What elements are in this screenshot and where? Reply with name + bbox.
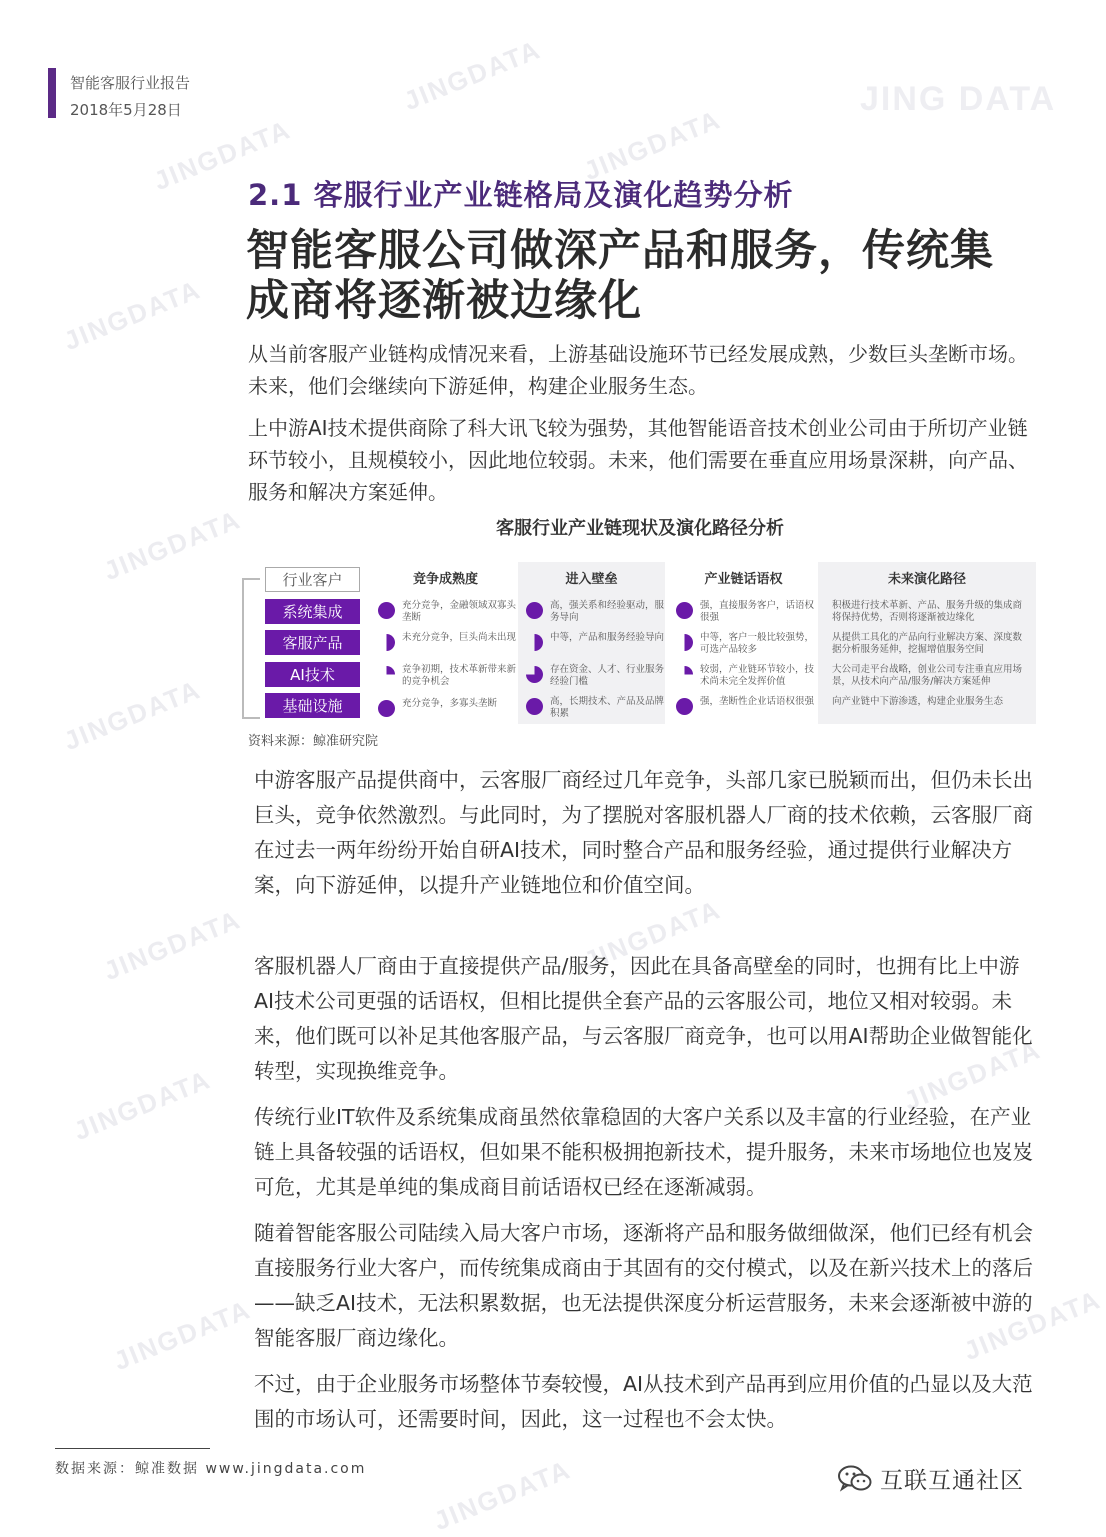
column-header: 未来演化路径 <box>887 572 966 587</box>
section-title: 2.1 客服行业产业链格局及演化趋势分析 <box>248 178 794 212</box>
wechat-label: 互联互通社区 <box>880 1468 1024 1494</box>
cell-text: 中等，产品和服务经验导向 <box>550 632 665 643</box>
body-paragraph: 中游客服产品提供商中，云客服厂商经过几年竞争，头部几家已脱颖而出，但仍未长出巨头，竞争依然激烈。与此同时，为了摆脱对客服机器人厂商的技术依赖，云客服厂商在过去一两年纷纷开始自研AI技术，同时整合产品和服务经验，通过提供行业解决方案，向下游延伸，以提升产业链地位和价值空间。 <box>254 768 1033 897</box>
column-header: 进入壁垒 <box>565 572 618 587</box>
watermark: JINGDATA <box>99 903 246 987</box>
watermark: JING DATA <box>860 80 1057 118</box>
watermark: JINGDATA <box>59 273 206 357</box>
row-label: 客服产品 <box>265 630 360 655</box>
cell-text: 积极进行技术革新、产品、服务升级的集成商将保持优势，否则将逐渐被边缘化 <box>832 600 1023 623</box>
maturity-dot <box>378 666 395 683</box>
row-label: 系统集成 <box>265 599 360 624</box>
body-paragraph: 客服机器人厂商由于直接提供产品/服务，因此在具备高壁垒的同时，也拥有比上中游AI技术公司更强的话语权，但相比提供全套产品的云客服公司，地位又相对较弱。未来，他们既可以补足其他客服产品，与云客服厂商竞争，也可以用AI帮助企业做智能化转型，实现换维竞争。 <box>254 954 1033 1083</box>
cell-text: 较弱，产业链环节较小，技术尚未完全发挥价值 <box>700 664 815 687</box>
watermark: JINGDATA <box>149 113 296 197</box>
figure-source: 资料来源：鲸准研究院 <box>248 734 379 749</box>
figure-column <box>670 562 817 724</box>
watermark: JINGDATA <box>579 103 726 187</box>
cell-text: 强，垄断性企业话语权很强 <box>700 696 815 707</box>
cell-text: 向产业链中下游渗透，构建企业服务生态 <box>832 696 1004 707</box>
wechat-badge[interactable] <box>838 1462 1024 1495</box>
headline: 智能客服公司做深产品和服务，传统集成商将逐渐被边缘化 <box>246 226 994 326</box>
wechat-icon <box>838 1465 872 1493</box>
cell-text: 高，强关系和经验驱动，服务导向 <box>550 600 665 623</box>
cell-text: 充分竞争，多寡头垄断 <box>402 698 498 709</box>
cell-text: 存在资金、人才、行业服务经验门槛 <box>550 664 665 687</box>
watermark: JINGDATA <box>899 1033 1046 1117</box>
maturity-dot <box>378 700 395 717</box>
cell-text: 竞争初期，技术革新带来新的竞争机会 <box>402 664 517 687</box>
future-column <box>818 562 1036 724</box>
report-date: 2018年5月28日 <box>70 101 182 119</box>
figure-title: 客服行业产业链现状及演化路径分析 <box>496 518 784 539</box>
barrier-dot <box>526 634 543 651</box>
cell-text: 大公司走平台战略，创业公司专注垂直应用场景，从技术向产品/服务/解决方案延伸 <box>832 664 1023 687</box>
watermark: JINGDATA <box>579 893 726 977</box>
watermark: JINGDATA <box>99 503 246 587</box>
cell-text: 从提供工具化的产品向行业解决方案、深度数据分析服务延伸，挖掘增值服务空间 <box>832 632 1023 655</box>
figure-column <box>372 562 519 724</box>
row-label-list <box>265 567 360 725</box>
watermark: JINGDATA <box>429 1453 576 1537</box>
power-dot <box>676 698 693 715</box>
row-label: AI技术 <box>265 662 360 687</box>
barrier-dot <box>526 602 543 619</box>
cell-text: 中等，客户一般比较强势，可选产品较多 <box>700 632 815 655</box>
column-header: 产业链话语权 <box>704 572 783 587</box>
barrier-dot <box>526 698 543 715</box>
footer-source: 数据来源：鲸准数据 www.jingdata.com <box>55 1461 367 1477</box>
intro-paragraph: 从当前客服产业链构成情况来看，上游基础设施环节已经发展成熟，少数巨头垄断市场。未来，他们会继续向下游延伸，构建企业服务生态。 <box>248 342 1028 398</box>
cell-text: 充分竞争，金融领域双寡头垄断 <box>402 600 517 623</box>
report-title: 智能客服行业报告 <box>70 74 191 92</box>
row-label: 基础设施 <box>265 693 360 718</box>
body-paragraph: 不过，由于企业服务市场整体节奏较慢，AI从技术到产品再到应用价值的凸显以及大范围的市场认可，还需要时间，因此，这一过程也不会太快。 <box>254 1372 1033 1431</box>
intro-paragraph: 上中游AI技术提供商除了科大讯飞较为强势，其他智能语音技术创业公司由于所切产业链环节较小，且规模较小，因此地位较弱。未来，他们需要在垂直应用场景深耕，向产品、服务和解决方案延伸。 <box>248 416 1028 504</box>
header-accent-bar <box>48 68 56 118</box>
power-dot <box>676 666 693 683</box>
body-paragraph: 传统行业IT软件及系统集成商虽然依靠稳固的大客户关系以及丰富的行业经验，在产业链上具备较强的话语权，但如果不能积极拥抱新技术，提升服务，未来市场地位也岌岌可危，尤其是单纯的集成商目前话语权已经在逐渐减弱。 <box>254 1105 1033 1199</box>
column-header: 竞争成熟度 <box>412 572 478 587</box>
power-dot <box>676 634 693 651</box>
cell-text: 强，直接服务客户，话语权很强 <box>700 600 815 623</box>
watermark: JINGDATA <box>109 1293 256 1377</box>
body-paragraph: 随着智能客服公司陆续入局大客户市场，逐渐将产品和服务做细做深，他们已经有机会直接服务行业大客户，而传统集成商由于其固有的交付模式，以及在新兴技术上的落后——缺乏AI技术，无法积累数据，也无法提供深度分析运营服务，未来会逐渐被中游的智能客服厂商边缘化。 <box>254 1221 1033 1350</box>
barrier-dot <box>526 666 543 683</box>
row-label: 行业客户 <box>265 567 360 592</box>
maturity-dot <box>378 602 395 619</box>
bracket-line <box>242 578 260 719</box>
power-dot <box>676 602 693 619</box>
maturity-dot <box>378 634 395 651</box>
watermark: JINGDATA <box>59 673 206 757</box>
cell-text: 未充分竞争，巨头尚未出现 <box>402 632 517 643</box>
cell-text: 高，长期技术、产品及品牌积累 <box>550 696 665 719</box>
footer-rule <box>55 1448 210 1449</box>
watermark: JINGDATA <box>399 33 546 117</box>
watermark: JINGDATA <box>959 1283 1106 1367</box>
figure-column <box>518 562 665 724</box>
watermark: JINGDATA <box>69 1063 216 1147</box>
